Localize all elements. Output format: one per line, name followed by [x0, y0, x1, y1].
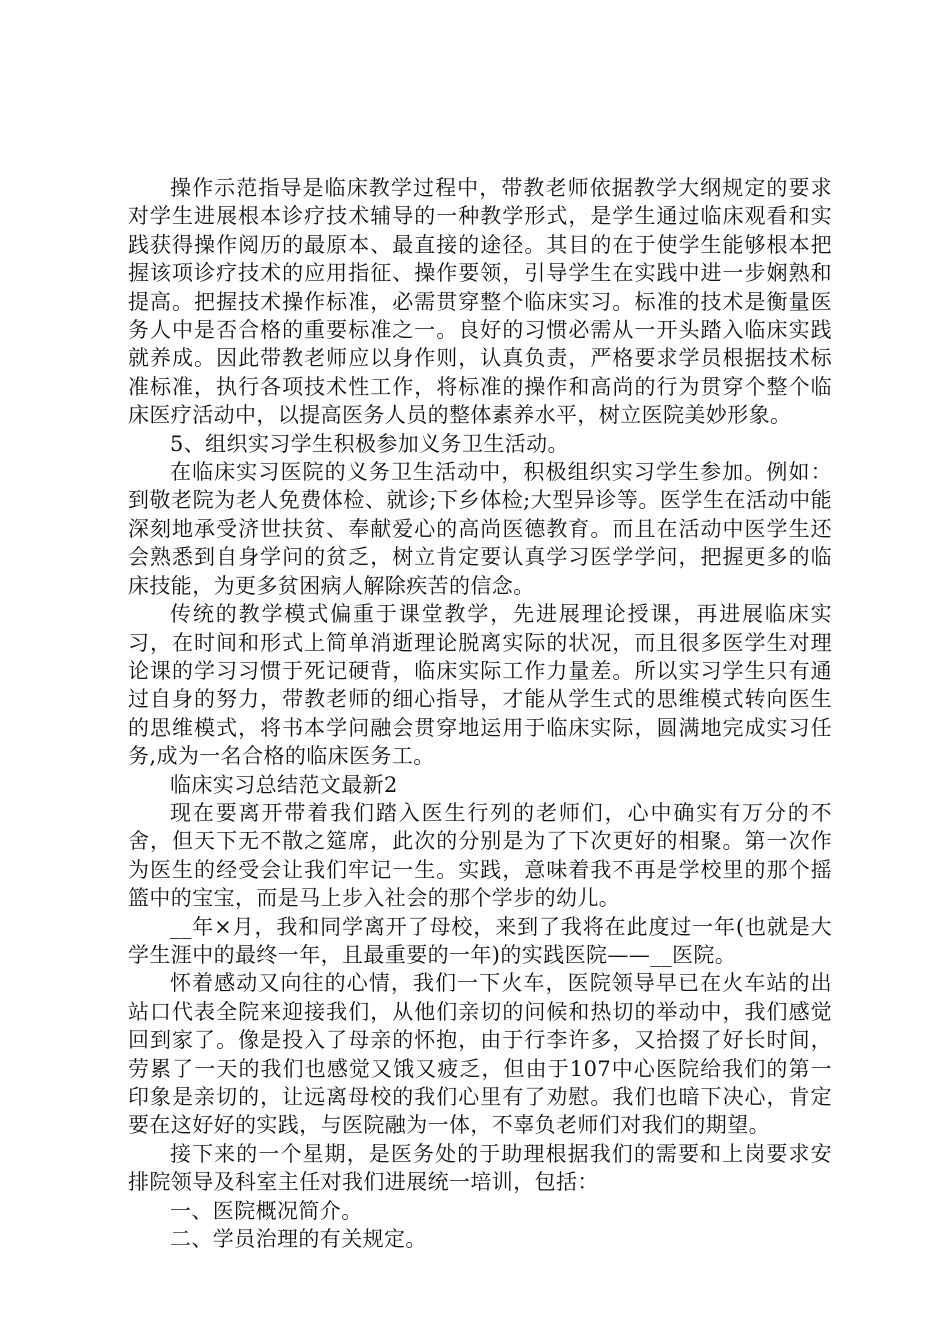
paragraph-operation-guidance: 操作示范指导是临床教学过程中，带教老师依据教学大纲规定的要求对学生进展根本诊疗技术辅导的一种教学形式，是学生通过临床观看和实践获得操作阅历的最原本、最直接的途径。其目的在于使学生能够根本把握该项诊疗技术的应用指征、操作要领，引导学生在实践中进一步娴熟和提高。把握技术操作标准，必需贯穿整个临床实习。标准的技术是衡量医务人中是否合格的重要标准之一。良好的习惯必需从一开头踏入临床实践就养成。因此带教老师应以身作则，认真负责，严格要求学员根据技术标准标准，执行各项技术性工作，将标准的操作和高尚的行为贯穿个整个临床医疗活动中，以提高医务人员的整体素养水平，树立医院美妙形象。 — [128, 176, 832, 428]
paragraph-welcome: 怀着感动又向往的心情，我们一下火车，医院领导早已在火车站的出站口代表全院来迎接我们，从他们亲切的问候和热切的举动中，我们感觉回到家了。像是投入了母亲的怀抱，由于行李许多，又拾掇了好长时间，劳累了一天的我们也感觉又饿又疲乏，但由于107中心医院给我们的第一印象是亲切的，让远离母校的我们心里有了劝慰。我们也暗下决心，肯定要在这好好的实践，与医院融为一体，不辜负老师们对我们的期望。 — [128, 971, 832, 1138]
paragraph-arrival: __年×月，我和同学离开了母校，来到了我将在此度过一年(也就是大学生涯中的最终一年，且最重要的一年)的实践医院——__医院。 — [128, 914, 832, 967]
paragraph-training: 接下来的一个星期，是医务处的于助理根据我们的需要和上岗要求安排院领导及科室主任对我们进展统一培训，包括： — [128, 1141, 832, 1195]
paragraph-volunteer-activities: 在临床实习医院的义务卫生活动中，积极组织实习学生参加。例如：到敬老院为老人免费体检、就诊;下乡体检;大型异诊等。医学生在活动中能深刻地承受济世扶贫、奉献爱心的高尚医德教育。而且在活动中医学生还会熟悉到自身学问的贫乏，树立肯定要认真学习医学学问，把握更多的临床技能，为更多贫困病人解除疾苦的信念。 — [128, 460, 832, 598]
section-title-summary-2: 临床实习总结范文最新2 — [170, 772, 398, 797]
list-item-trainee-rules: 二、学员治理的有关规定。 — [170, 1227, 427, 1252]
list-item-hospital-overview: 一、医院概况简介。 — [170, 1198, 363, 1223]
paragraph-farewell: 现在要离开带着我们踏入医生行列的老师们，心中确实有万分的不舍，但天下无不散之筵席，此次的分别是为了下次更好的相聚。第一次作为医生的经受会让我们牢记一生。实践，意味着我不再是学校里的那个摇篮中的宝宝，而是马上步入社会的那个学步的幼儿。 — [128, 800, 832, 911]
paragraph-teaching-model: 传统的教学模式偏重于课堂教学，先进展理论授课，再进展临床实习，在时间和形式上简单消逝理论脱离实际的状况，而且很多医学生对理论课的学习习惯于死记硬背，临床实际工作力量差。所以实习学生只有通过自身的努力，带教老师的细心指导，才能从学生式的思维模式转向医生的思维模式，将书本学问融会贯穿地运用于临床实际，圆满地完成实习任务,成为一名合格的临床医务工。 — [128, 602, 832, 769]
document-body — [128, 174, 832, 1253]
paragraph-item-5-heading: 5、组织实习学生积极参加义务卫生活动。 — [170, 431, 569, 456]
